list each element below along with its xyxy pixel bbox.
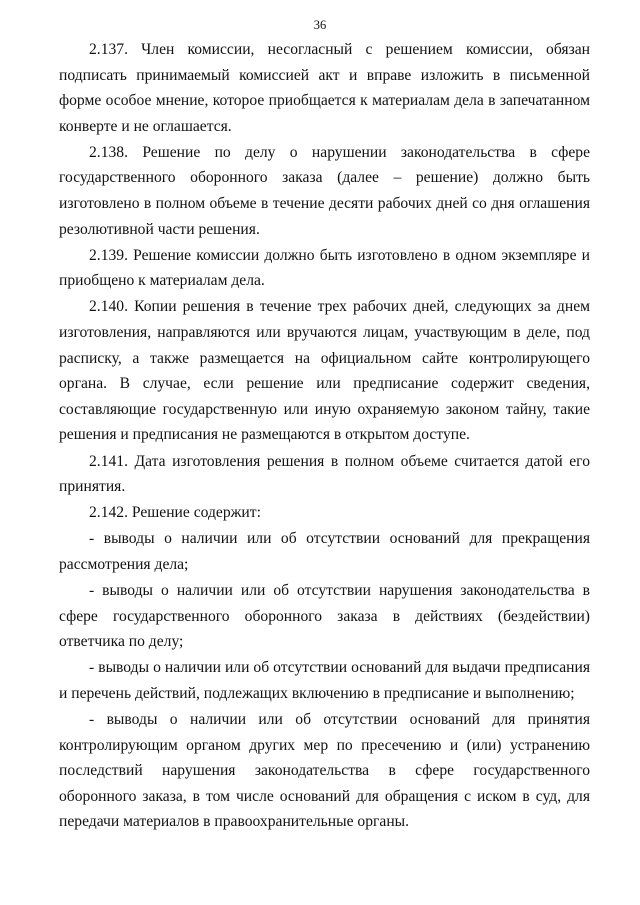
document-body — [59, 37, 590, 835]
list-item-order-grounds: - выводы о наличии или об отсутствии оснований для выдачи предписания и перечень действий, подлежащих включению в предписание и выполнению; — [59, 659, 590, 702]
list-item-other-measures: - выводы о наличии или об отсутствии оснований для принятия контролирующим органом других мер по пресечению и (или) устранению последствий нарушения законодательства в сфере государственного оборонного заказа, в том числе оснований для обращения с иском в суд, для передачи материалов в правоохранительные органы. — [59, 710, 590, 831]
paragraph-2-137: 2.137. Член комиссии, несогласный с решением комиссии, обязан подписать принимаемый комиссией акт и вправе изложить в письменной форме особое мнение, которое приобщается к материалам дела в запечатанном конверте и не оглашается. — [59, 41, 590, 135]
paragraph-2-139: 2.139. Решение комиссии должно быть изготовлено в одном экземпляре и приобщено к материалам дела. — [59, 246, 590, 290]
list-item-termination-grounds: - выводы о наличии или об отсутствии оснований для прекращения рассмотрения дела; — [59, 530, 590, 573]
paragraph-2-141: 2.141. Дата изготовления решения в полном объеме считается датой его принятия. — [59, 452, 590, 496]
page-number: 36 — [313, 18, 327, 32]
paragraph-2-142: 2.142. Решение содержит: — [89, 504, 261, 522]
list-item-violation-findings: - выводы о наличии или об отсутствии нарушения законодательства в сфере государственного оборонного заказа в действиях (бездействии) ответчика по делу; — [59, 581, 590, 651]
paragraph-2-140: 2.140. Копии решения в течение трех рабочих дней, следующих за днем изготовления, направляются или вручаются лицам, участвующим в деле, под расписку, а также размещается на официальном сайте контролирующего органа. В случае, если решение или предписание содержит сведения, составляющие государственную или иную охраняемую законом тайну, такие решения и предписания не размещаются в открытом доступе. — [59, 298, 590, 444]
paragraph-2-138: 2.138. Решение по делу о нарушении законодательства в сфере государственного оборонного заказа (далее – решение) должно быть изготовлено в полном объеме в течение десяти рабочих дней со дня оглашения резолютивной части решения. — [59, 143, 590, 238]
